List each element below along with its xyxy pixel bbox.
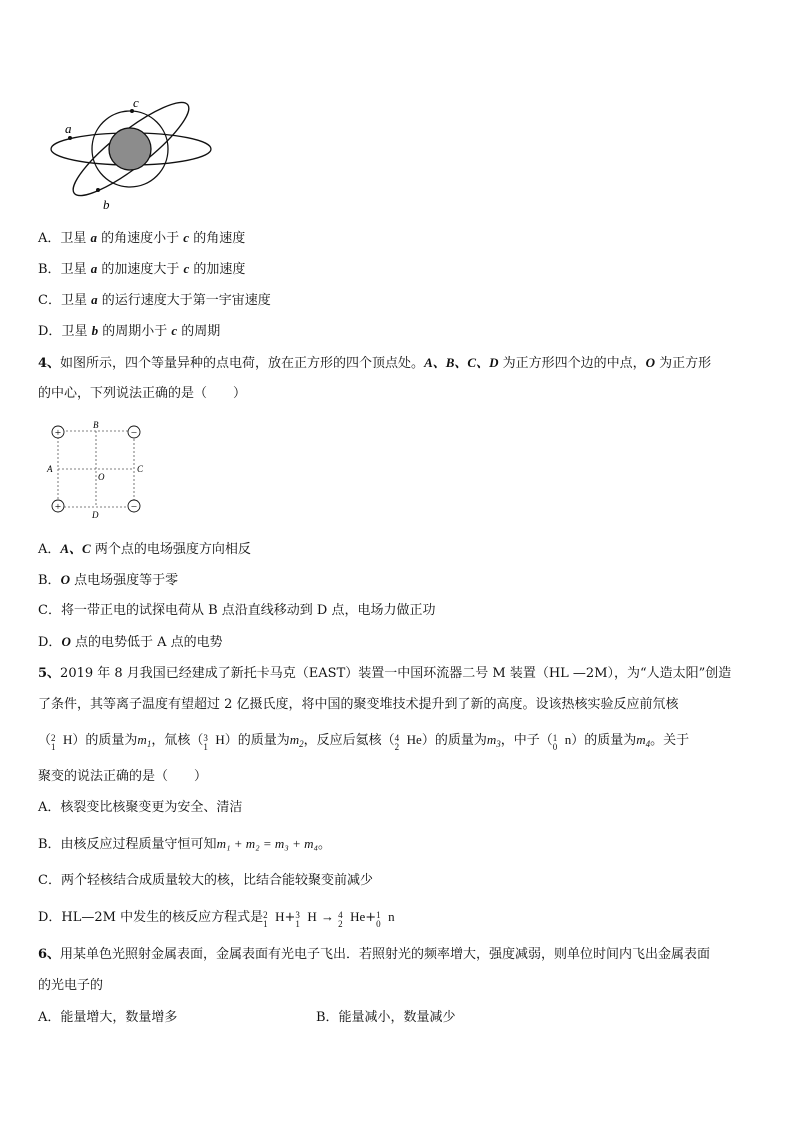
q5-option-a: A．核裂变比核聚变更为安全、清洁 <box>38 800 243 815</box>
sign-bottom-left: + <box>54 501 62 513</box>
q6-option-a: A．能量增大，数量增多 <box>38 1010 178 1025</box>
q4-option-b: B．O 点电场强度等于零 <box>38 572 179 588</box>
label-a: a <box>65 121 72 136</box>
q4-option-d: D．O 点的电势低于 A 点的电势 <box>38 634 223 650</box>
q6-stem-line1: 6、用某单色光照射金属表面，金属表面有光电子飞出．若照射光的频率增大，强度减弱，则单位时间内飞出金属表面 <box>38 947 711 962</box>
point-label-D: D <box>92 510 99 520</box>
q5-option-c: C．两个轻核结合成质量较大的核，比结合能较聚变前减少 <box>38 873 373 888</box>
q3-option-c: C．卫星 a 的运行速度大于第一宇宙速度 <box>38 292 271 308</box>
sign-top-left: + <box>54 427 62 439</box>
q6-option-b: B．能量减小，数量减少 <box>316 1010 456 1025</box>
sign-top-right: − <box>130 427 138 439</box>
point-label-C: C <box>137 464 144 474</box>
satellite-a <box>68 136 72 140</box>
q5-stem-line1: 5、2019 年 8 月我国已经建成了新托卡马克（EAST）装置一中国环流器二号 M 装置（HL —2M），为“人造太阳”创造 <box>38 666 732 681</box>
point-label-O: O <box>98 472 105 482</box>
q3-option-d: D．卫星 b 的周期小于 c 的周期 <box>38 323 221 339</box>
q3-option-a: A．卫星 a 的角速度小于 c 的角速度 <box>38 230 246 246</box>
earth <box>109 128 151 170</box>
q5-option-b: B．由核反应过程质量守恒可知m₁ + m₂ = m₃ + m₄。 <box>38 836 332 852</box>
q6-stem-line2: 的光电子的 <box>38 978 104 993</box>
q5-option-d: D．HL—2M 中发生的核反应方程式是 2 1 H+ 3 1 H → 4 2 He+ 1 0 n <box>38 909 395 929</box>
satellite-orbit-figure <box>45 92 220 217</box>
q5-stem-line4: 聚变的说法正确的是（ ） <box>38 769 208 784</box>
q5-stem-line3: （ 2 1 H）的质量为$m_1$，氚核（ 3 1 H）的质量为$m_2$，反应后氦核（ 4 2 He）的质量为$m_3$，中子（ 1 0 n）的质量为$m_4$。关于 <box>38 732 690 752</box>
q4-option-a: A．A、C 两个点的电场强度方向相反 <box>38 541 251 557</box>
q4-stem-line2: 的中心，下列说法正确的是（ ） <box>38 386 247 401</box>
point-label-A: A <box>47 464 53 474</box>
charges-square-figure <box>45 418 155 520</box>
satellite-b <box>96 188 100 192</box>
sign-bottom-right: − <box>130 501 138 513</box>
label-b: b <box>103 197 110 212</box>
q4-stem-line1: 4、如图所示，四个等量异种的点电荷，放在正方形的四个顶点处。A、B、C、D 为正方形四个边的中点，O 为正方形 <box>38 355 712 371</box>
label-c: c <box>133 95 139 110</box>
q5-stem-line2: 了条件，其等离子温度有望超过 2 亿摄氏度，将中国的聚变堆技术提升到了新的高度。设该热核实验反应前氘核 <box>38 697 679 712</box>
point-label-B: B <box>93 420 99 430</box>
q4-option-c: C．将一带正电的试探电荷从 B 点沿直线移动到 D 点，电场力做正功 <box>38 603 436 618</box>
q3-option-b: B．卫星 a 的加速度大于 c 的加速度 <box>38 261 246 277</box>
